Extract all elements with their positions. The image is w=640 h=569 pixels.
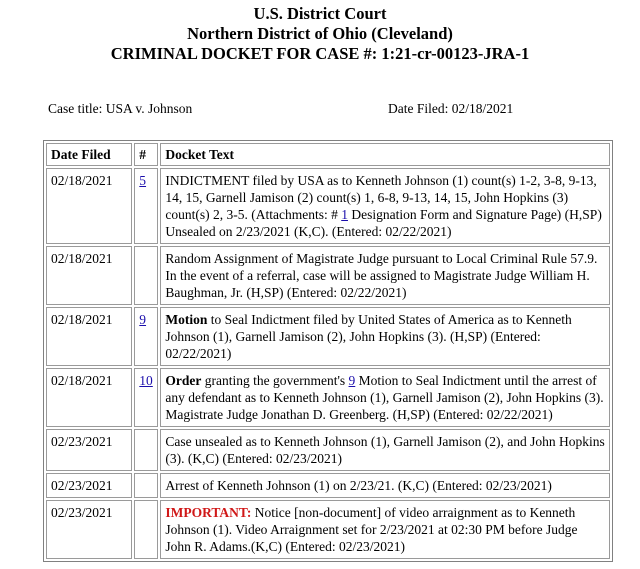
entry-date: 02/23/2021 <box>46 429 132 471</box>
docket-table <box>43 140 613 562</box>
entry-date: 02/23/2021 <box>46 500 132 559</box>
entry-text: Case unsealed as to Kenneth Johnson (1), Garnell Jamison (2), and John Hopkins (3). (K,C) (Entered: 02/23/2021) <box>160 429 610 471</box>
entry-text-part: Motion to Seal Indictment until the arrest of any defendant as to Kenneth Johnson (1), Garnell Jamison (2), John Hopkins (3). Magistrate Judge Jonathan D. Greenberg. (H,SP) (Entered: 02/22/2021) <box>165 373 604 422</box>
important-label: IMPORTANT: <box>165 505 252 520</box>
case-date-filed: Date Filed: 02/18/2021 <box>388 101 514 116</box>
entry-date: 02/18/2021 <box>46 307 132 366</box>
entry-number-cell <box>134 500 158 559</box>
entry-number-link[interactable]: 9 <box>139 312 147 327</box>
entry-text-part: to Seal Indictment filed by United States of America as to Kenneth Johnson (1), Garnell Jamison (2), John Hopkins (3). (H,SP) (Entered: 02/22/2021) <box>165 312 572 361</box>
entry-number-cell <box>134 429 158 471</box>
entry-text: Random Assignment of Magistrate Judge pursuant to Local Criminal Rule 57.9. In the event of a referral, case will be assigned to Magistrate Judge William H. Baughman, Jr. (H,SP) (Entered: 02/22/2021) <box>160 246 610 305</box>
table-row <box>46 368 610 427</box>
entry-number-cell <box>134 307 158 366</box>
entry-text-part: Notice [non-document] of video arraignment as to Kenneth Johnson (1). Video Arraignment set for 2/23/2021 at 02:30 PM before Judge John R. Adams.(K,C) (Entered: 02/23/2021) <box>165 505 578 554</box>
column-header-text: Docket Text <box>160 143 610 166</box>
entry-text <box>160 500 610 559</box>
docket-header-row <box>46 143 610 166</box>
entry-date: 02/18/2021 <box>46 368 132 427</box>
table-row <box>46 500 610 559</box>
entry-text <box>160 307 610 366</box>
entry-text-part: INDICTMENT filed by USA as to Kenneth Johnson (1) count(s) 1-2, 3-8, 9-13, 14, 15, Garnell Jamison (2) count(s) 1, 6-8, 9-13, 14, 15, John Hopkins (3) count(s) 2, 3-5. (Attachments: # <box>165 173 597 222</box>
entry-text-part: Designation Form and Signature Page) (H,SP) Unsealed on 2/23/2021 (K,C). (Entered: 02/22/2021) <box>165 207 602 239</box>
table-row <box>46 246 610 305</box>
table-row <box>46 429 610 471</box>
entry-type-label: Motion <box>165 312 208 327</box>
entry-text <box>160 368 610 427</box>
table-row <box>46 168 610 244</box>
entry-number-cell <box>134 168 158 244</box>
entry-text: Arrest of Kenneth Johnson (1) on 2/23/21. (K,C) (Entered: 02/23/2021) <box>160 473 610 498</box>
case-title: Case title: USA v. Johnson <box>48 101 193 116</box>
column-header-date: Date Filed <box>46 143 132 166</box>
entry-text-part: granting the government's <box>201 373 349 388</box>
entry-number-link[interactable]: 10 <box>139 373 153 388</box>
attachment-link[interactable]: 1 <box>341 207 348 222</box>
court-name: U.S. District Court <box>253 4 387 23</box>
entry-date: 02/23/2021 <box>46 473 132 498</box>
entry-number-cell <box>134 368 158 427</box>
docket-header <box>0 4 640 64</box>
entry-text <box>160 168 610 244</box>
motion-reference-link[interactable]: 9 <box>348 373 356 388</box>
column-header-number: # <box>134 143 158 166</box>
table-row <box>46 473 610 498</box>
table-row <box>46 307 610 366</box>
docket-title: CRIMINAL DOCKET FOR CASE #: 1:21-cr-00123-JRA-1 <box>110 44 530 63</box>
entry-date: 02/18/2021 <box>46 246 132 305</box>
entry-number-link[interactable]: 5 <box>139 173 147 188</box>
entry-date: 02/18/2021 <box>46 168 132 244</box>
district-name: Northern District of Ohio (Cleveland) <box>187 24 453 43</box>
entry-number-cell <box>134 473 158 498</box>
entry-type-label: Order <box>165 373 202 388</box>
entry-number-cell <box>134 246 158 305</box>
